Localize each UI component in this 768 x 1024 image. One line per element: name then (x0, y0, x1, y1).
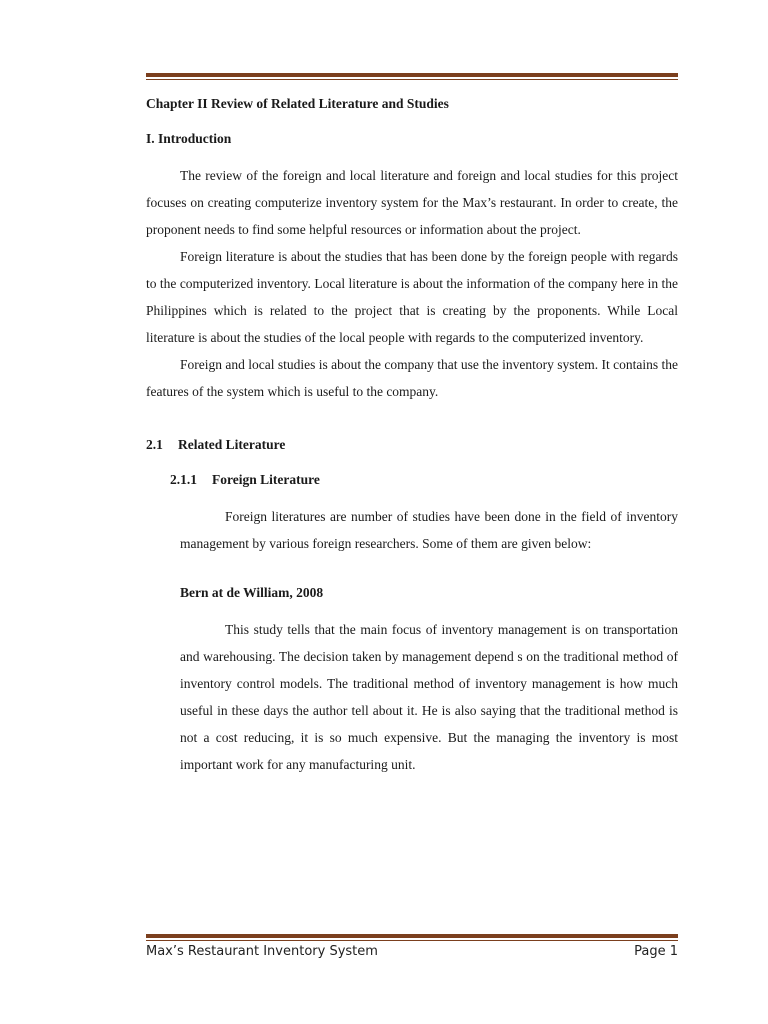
subsection-number: 2.1.1 (170, 472, 197, 487)
header-rule (146, 73, 678, 80)
study-author-heading: Bern at de William, 2008 (180, 585, 324, 600)
study-body (180, 616, 678, 778)
section-number: 2.1 (146, 437, 163, 452)
page-footer (146, 944, 678, 959)
section-heading-introduction: I. Introduction (146, 131, 232, 146)
subsection-heading-foreign-literature (170, 471, 678, 489)
footer-rule (146, 934, 678, 941)
footer-title: Max’s Restaurant Inventory System (146, 944, 378, 959)
section-heading-related-literature (146, 436, 678, 454)
page-number: Page 1 (634, 944, 678, 959)
intro-paragraph-2: Foreign literature is about the studies that has been done by the foreign people with regards to the computerized inventory. Local literature is about the information of the company here in the Philippines which is related to the project that is creating by the proponents. While Local literature is about the studies of the local people with regards to the computerized inventory. (146, 249, 678, 345)
intro-paragraph-1: The review of the foreign and local literature and foreign and local studies for this project focuses on creating computerize inventory system for the Max’s restaurant. In order to create, the proponent needs to find some helpful resources or information about the project. (146, 168, 678, 237)
foreign-literature-body (180, 503, 678, 557)
study-paragraph: This study tells that the main focus of inventory management is on transportation and warehousing. The decision taken by management depend s on the traditional method of inventory control models. The traditional method of inventory management is how much useful in these days the author tell about it. He is also saying that the traditional method is not a cost reducing, it is so much expensive. But the managing the inventory is most important work for any manufacturing unit. (180, 622, 678, 772)
page-content (146, 95, 678, 778)
subsection-title: Foreign Literature (212, 472, 320, 487)
intro-paragraph-3: Foreign and local studies is about the company that use the inventory system. It contains the features of the system which is useful to the company. (146, 357, 678, 399)
foreign-literature-paragraph: Foreign literatures are number of studies have been done in the field of inventory management by various foreign researchers. Some of them are given below: (180, 509, 678, 551)
section-title: Related Literature (178, 437, 286, 452)
introduction-body (146, 162, 678, 405)
chapter-title: Chapter II Review of Related Literature and Studies (146, 96, 449, 111)
